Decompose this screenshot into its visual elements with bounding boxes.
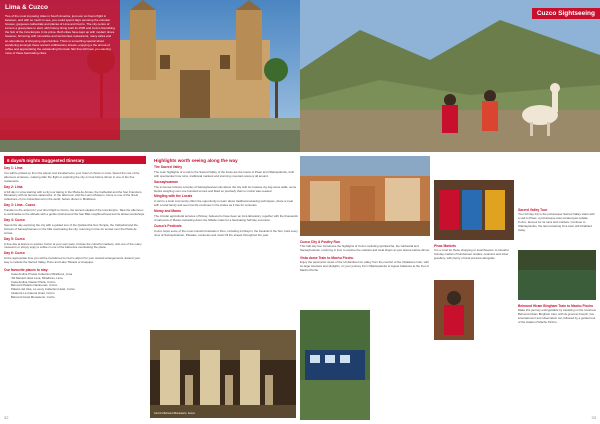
page-number-right: 33: [591, 415, 596, 420]
itinerary: [4, 156, 146, 418]
itinerary-days: [4, 167, 146, 265]
train-photo: [300, 310, 370, 420]
highlight-item: [154, 225, 298, 238]
hotel-item: • Casa Andina Private Collection Miraflores, Lima: [11, 273, 146, 277]
day-block: [4, 219, 146, 236]
hiram-title: Belmond Hiram Bingham Train to Machu Picchu: [518, 304, 594, 308]
highlight-title: Mingling with the Locals: [154, 194, 193, 199]
section-tag: Cuzco Sightseeing: [532, 8, 600, 19]
hotel-item: • Casa Andina Classic Plaza, Cuzco: [11, 281, 146, 285]
hotel-item: • Belmond Palacio Nazarenas, Cuzco: [11, 284, 146, 288]
intro-box: [0, 0, 120, 140]
day-text: Spend the day exploring the city with a guided tour of the Qorikancha Sun Temple, the Cathedral and the fortress of Sacsayhuaman on the hills overlooking the city, returning in time for sunset over the Plaza de Armas.: [4, 222, 138, 235]
highlights-list: [154, 166, 298, 238]
center-caption: [300, 238, 430, 273]
highlight-text: The circular agricultural terraces of Moray, believed to have been an Inca laboratory, together with the thousands of salt pans of Maras cascading down the hillside make for a fascinating half day excursion.: [154, 214, 298, 222]
center-caption-text: This half day tour introduces the highlights of Cuzco including Qorikancha, the Cathedral and Sacsayhuaman, returning in time to explore the markets and local shops at your leisure before dinner.: [300, 244, 430, 252]
highlight-title: Cuzco's Festivals: [154, 223, 182, 228]
market-photo: [434, 180, 514, 240]
highlight-text: The main highlights of a visit to the Sacred Valley of the Incas are the towns of Pisac and Ollantaytambo, both with spectacular Inca ruins, traditional markets and stunning mountain scenery all around.: [154, 169, 295, 178]
day-title: Day 1: Lima: [4, 166, 23, 170]
monasterio-photo: [150, 330, 296, 418]
highlight-text: A visit to a local community offers the opportunity to learn about traditional weaving techniques, share a meal with a local family and see how life continues in the Andes as it has for centuries.: [154, 199, 293, 208]
vista-text: Enjoy the panoramic views of the Urubamba river valley from the comfort of the Vistadome train, with its large windows and skylights, on your journey from Ollantaytambo to Aguas Calientes at the foot of Machu Picchu.: [300, 259, 429, 272]
sacred-text: Your full day trip to the picturesque Sacred Valley starts with a visit to Pisac, a picturesque town located just outside Cuzco, famous for its ruins and markets. Continue to Ollantaytambo, the last remaining Inca town still inhabited today.: [518, 212, 595, 232]
day-title: Day 3: Lima - Cuzco: [4, 203, 36, 208]
day-text: A full day in Lima starting with a city tour taking in the Plaza de Armas, the Cathedral and the San Francisco Monastery with its famous catacombs. In the afternoon visit the Larco Museum, home to one of the finest collections of pre-Columbian art in the world, before dinner in Miraflores.: [4, 189, 142, 202]
highlight-text: The immense fortress complex of Sacsayhuaman sits above the city with its massive zig-zag stone walls, some blocks weighing over one hundred tonnes and fitted so precisely that no mortar was needed.: [154, 184, 297, 193]
day-title: Day 5: Cuzco: [4, 236, 25, 241]
highlights-title: Highlights worth seeing along the way: [154, 157, 238, 163]
hotel-list: [4, 273, 146, 300]
highlight-item: [154, 181, 298, 194]
day-text: At the appropriate time you will be transferred to Cuzco airport for your onward arrangements. Extend your stay to include the Sacred Valley, Puno and Lake Titicaca or Arequipa.: [4, 256, 141, 265]
page-number-left: 32: [4, 415, 9, 420]
day-text: A free day at leisure to explore Cuzco at your own pace, browse the colourful markets, visit one of the many museums or simply enjoy a coffee in one of the balconies overlooking the plaza.: [4, 241, 142, 250]
center-caption-title: Cuzco City & Poultry Run: [300, 240, 340, 244]
intro-text: Two of the most imposing cities in South America, just over an hours flight in between, and with so much to see, you could spend days perusing the colonial houses, gorgeous cathedrals and plazas of Lima and Cuzco. The city centre of Lima is a great place to start, with history lining both its 1535 and Cuzco flourishing the hub of the Inca Empire in its prime. Both cities have kept up with modern times however, brimming with innovative and world-class restaurants, many cafes and an abundance of shopping opportunities. There is something special about wandering amongst these ancient cobblestone streets, enjoying a the aroma of coffee and appreciating the outstanding Peruvian flair that will have you wanting more of these fascinating cities.: [5, 14, 115, 55]
market-title: Pisac Markets: [434, 244, 456, 248]
photo-caption: Cuzco's Belmond Monasterio, Cusco: [154, 412, 195, 415]
day-block: [4, 252, 146, 265]
right-page: [300, 0, 600, 424]
favourites-title: Our favourite places to stay:: [4, 268, 49, 273]
sacred-block: [518, 206, 596, 233]
highlight-item: [154, 166, 298, 179]
day-block: [4, 167, 146, 184]
day-block: [4, 204, 146, 217]
day-text: Transfer to the airport for your short flight to Cuzco, the ancient capital of the Inca Empire. Take the afternoon to acclimatise to the altitude with a gentle stroll around the San Blas neighbourhood and its artisan workshops.: [4, 208, 145, 217]
highlight-item: [154, 195, 298, 208]
vista-title: Vista dome Train to Machu Picchu: [300, 255, 354, 260]
cuzco-city-photo: [300, 156, 430, 236]
sacred-title: Sacred Valley Tour: [518, 208, 548, 212]
hotel-item: • Belmond Hotel Monasterio, Cuzco: [11, 296, 146, 300]
highlight-text: Cuzco hosts some of the most colourful festivals in Peru, including Inti Raymi, the Festival of the Sun, held every June at Sacsayhuaman. Parades, costumes and music fill the streets throughout the year.: [154, 228, 298, 237]
hotel-item: • Inkaterra La Casona Hotel, Cuzco: [11, 292, 146, 296]
day-block: [4, 186, 146, 203]
market-block: [434, 242, 514, 261]
highlight-title: Moray and Maras: [154, 209, 181, 214]
market-text: It is a must for those shopping or local flavours. A colourful Sunday market of handwoven textiles, ceramics and silver jewellery, with plenty of local produce alongside.: [434, 248, 509, 260]
hotel-item: • Palacio del Inka, a Luxury Collection Hotel, Cuzco: [11, 288, 146, 292]
hiram-text: Make this journey unforgettable by travelling on the luxurious Belmond Hiram Bingham train, with its gourmet brunch, live entertainment and observation car, followed by a guided tour of the citadel of Machu Picchu.: [518, 308, 596, 324]
day-block: [4, 238, 146, 251]
day-text: You will be picked up from the airport and transferred to your hotel of choice in Lima. Spend the rest of the afternoon at leisure, relaxing after the flight or exploring the city on foot before dinner in one of the fine restaurants.: [4, 170, 140, 183]
highlight-item: [154, 210, 298, 223]
cuzco-hills-photo: [300, 0, 600, 152]
hiram-block: [518, 302, 596, 325]
highlights-column: [154, 156, 298, 326]
highlight-title: The Sacred Valley: [154, 165, 183, 169]
highlight-title: Sacsayhuaman: [154, 179, 179, 184]
hiram-train-photo: [518, 250, 596, 300]
day-title: Day 4: Cuzco: [4, 217, 25, 222]
hotel-item: • JW Marriott Hotel Lima, Miraflores, Lima: [11, 277, 146, 281]
section-tag: Lima & Cuzco: [5, 4, 48, 11]
itinerary-title: 6 days/5 nights Suggested Itinerary: [4, 156, 146, 164]
day-title: Day 2: Lima: [4, 184, 23, 189]
day-title: Day 6: Cuzco: [4, 251, 25, 256]
weaver-photo: [434, 280, 474, 340]
